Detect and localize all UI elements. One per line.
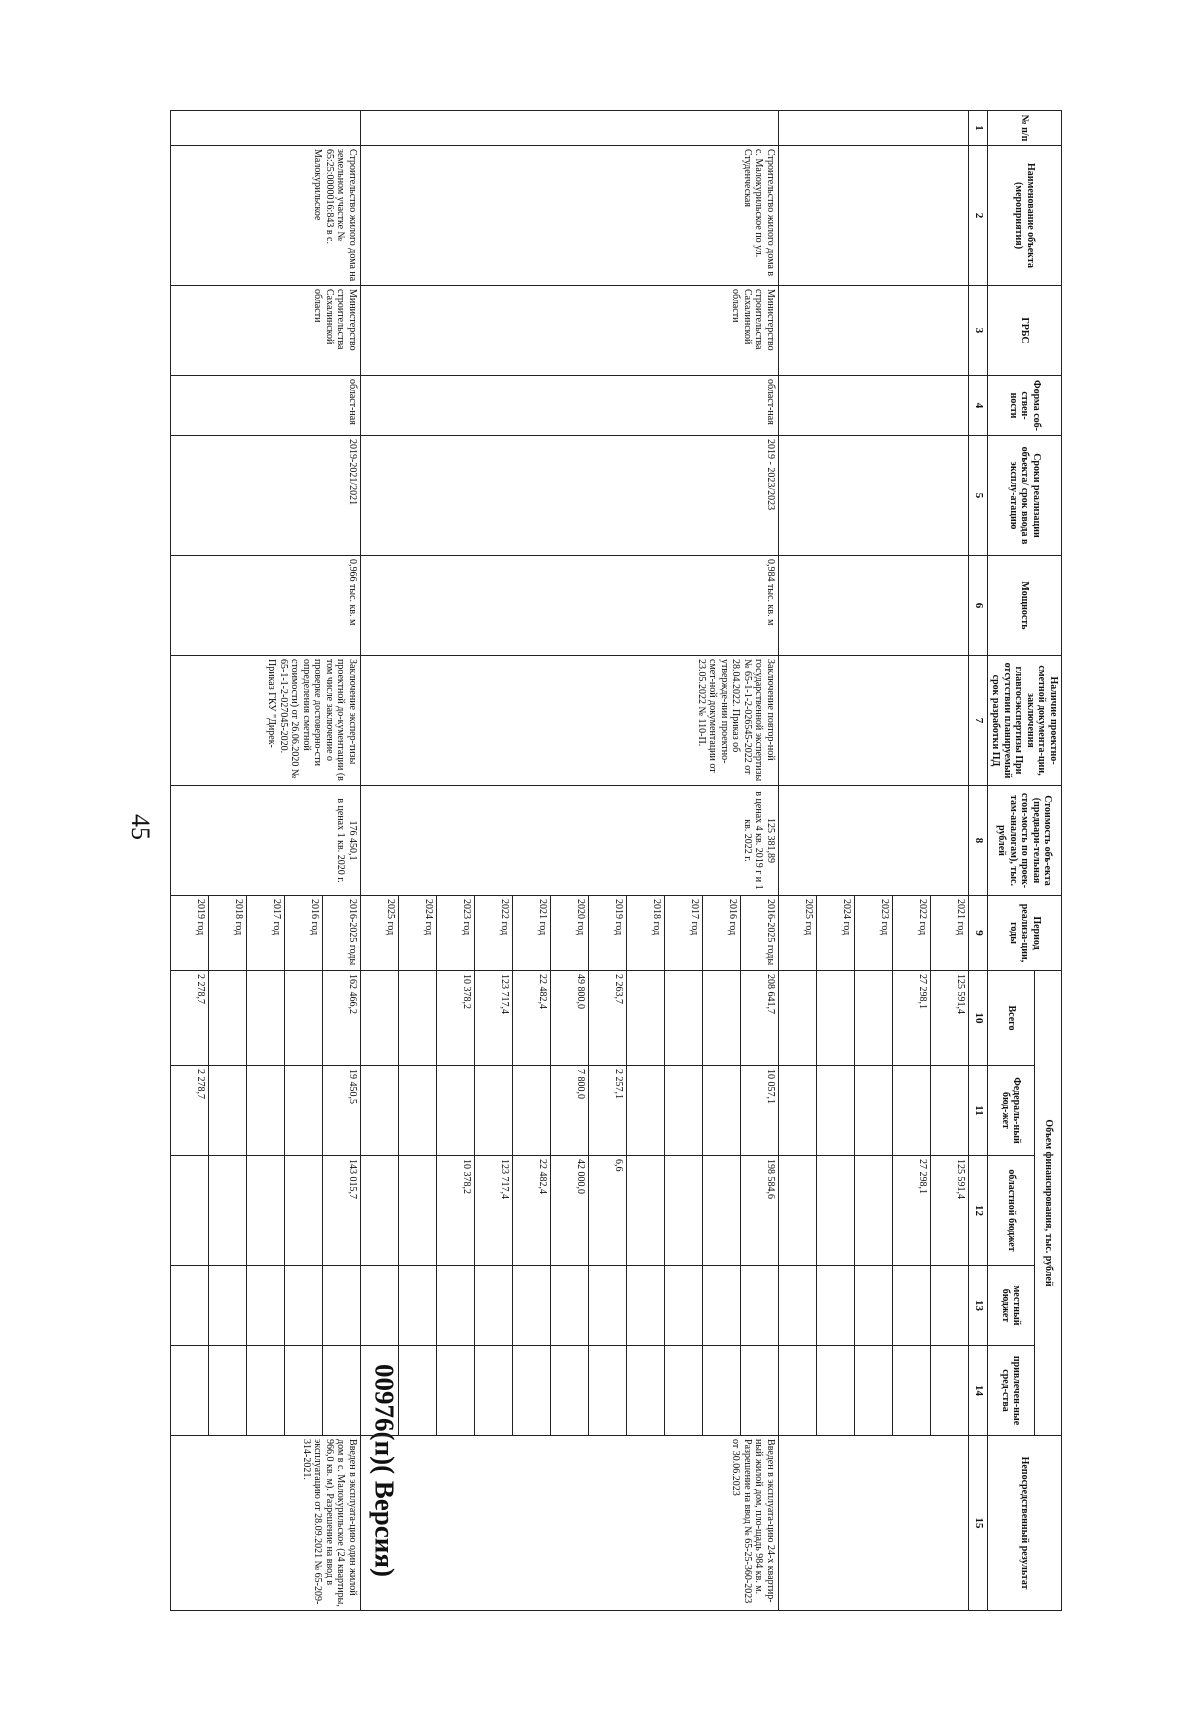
document-version-stamp: 00976(п)( Версия) xyxy=(369,1364,400,1577)
col-docs-header: Наличие проектно-сметной документа-ции, заключения главгосэкспертизы При отсутствии планируемый срок разработки ПД xyxy=(988,656,1062,786)
total-cell xyxy=(779,971,817,1066)
column-numbers-row xyxy=(969,111,988,1611)
investment-objects-table xyxy=(170,110,1062,1611)
federal-cell xyxy=(247,1066,285,1156)
col-total-header: Всего xyxy=(988,971,1035,1066)
local-cell xyxy=(171,1266,209,1346)
column-number: 11 xyxy=(969,1066,988,1156)
federal-cell xyxy=(665,1066,703,1156)
object-2-rows xyxy=(171,111,361,1611)
regional-cell xyxy=(247,1156,285,1266)
column-number: 8 xyxy=(969,786,988,896)
regional-cell: 143 015,7 xyxy=(323,1156,361,1266)
attracted-cell xyxy=(627,1346,665,1436)
docs-cell xyxy=(779,656,969,786)
col-funding-header: Объем финансирования, тыс. рублей xyxy=(1034,971,1061,1436)
terms-cell: 2019 - 2023/2023 xyxy=(361,436,779,556)
regional-cell xyxy=(627,1156,665,1266)
rotated-table-wrapper xyxy=(168,110,1062,1610)
column-number: 14 xyxy=(969,1346,988,1436)
row-number-cell xyxy=(779,111,969,146)
total-cell xyxy=(627,971,665,1066)
cost-price-note: в ценах 4 кв. 2019 г и 1 кв. 2022 г. xyxy=(742,791,765,890)
col-cost-header: Стоимость объ-екта (предвари-тельная стои-мость по проек-там-аналогам), тыс. рублей xyxy=(988,786,1062,896)
federal-cell: 19 450,5 xyxy=(323,1066,361,1156)
column-number: 7 xyxy=(969,656,988,786)
attracted-cell xyxy=(475,1346,513,1436)
attracted-cell xyxy=(361,1346,399,1436)
regional-cell: 22 482,4 xyxy=(513,1156,551,1266)
object-name-cell: Строительство жилого дома на земельном участке № 65:25:0000016:843 в с. Малокурильское xyxy=(171,146,361,286)
regional-cell xyxy=(703,1156,741,1266)
local-cell xyxy=(209,1266,247,1346)
capacity-cell: 0,966 тыс. кв. м xyxy=(171,556,361,656)
attracted-cell xyxy=(893,1346,931,1436)
total-cell xyxy=(247,971,285,1066)
regional-cell: 10 378,2 xyxy=(437,1156,475,1266)
local-cell xyxy=(361,1266,399,1346)
period-cell: 2016 год xyxy=(285,896,323,971)
col-period-header: Период реализа-ции, годы xyxy=(988,896,1062,971)
period-cell: 2022 год xyxy=(475,896,513,971)
column-number: 3 xyxy=(969,286,988,376)
period-cell: 2023 год xyxy=(855,896,893,971)
previous-object-rows xyxy=(779,111,969,1611)
federal-cell xyxy=(285,1066,323,1156)
federal-cell xyxy=(627,1066,665,1156)
local-cell xyxy=(931,1266,969,1346)
table-row xyxy=(323,111,361,1611)
object-name-cell xyxy=(779,146,969,286)
federal-cell xyxy=(209,1066,247,1156)
cost-value: 125 381,89 xyxy=(765,818,776,863)
period-cell: 2016-2025 годы xyxy=(741,896,779,971)
local-cell xyxy=(779,1266,817,1346)
row-number-cell xyxy=(361,111,779,146)
total-cell: 2 278,7 xyxy=(171,971,209,1066)
attracted-cell xyxy=(551,1346,589,1436)
cost-cell xyxy=(361,786,779,896)
col-grbs-header: ГРБС xyxy=(988,286,1062,376)
total-cell: 162 466,2 xyxy=(323,971,361,1066)
attracted-cell xyxy=(209,1346,247,1436)
page-number: 45 xyxy=(126,814,155,840)
col-result-header: Непосредственный результат xyxy=(988,1436,1062,1611)
cost-cell xyxy=(171,786,361,896)
col-federal-header: Федераль-ный бюд-жет xyxy=(988,1066,1035,1156)
regional-cell xyxy=(779,1156,817,1266)
regional-cell: 125 591,4 xyxy=(931,1156,969,1266)
federal-cell xyxy=(703,1066,741,1156)
result-cell: Введен в эксплуата-цию один жилой дом в с. Малокурильское (24 квартиры, 966,0 кв. м). Разрешение на ввод в эксплуатацию от 28.09.2021 № 65-209-314-2021. xyxy=(171,1436,361,1611)
period-cell: 2018 год xyxy=(627,896,665,971)
period-cell: 2016 год xyxy=(703,896,741,971)
docs-cell: Заключение экспер-тизы проектной до-кументации (в том числе заключение о проверке достоверно-сти определения сметной стоимости) от 26.06.2020 № 65-1-1-2-027045-2020. Приказ ГКУ "Дирек- xyxy=(171,656,361,786)
regional-cell xyxy=(171,1156,209,1266)
period-cell: 2023 год xyxy=(437,896,475,971)
total-cell: 27 298,1 xyxy=(893,971,931,1066)
capacity-cell xyxy=(779,556,969,656)
ownership-cell xyxy=(779,376,969,436)
object-name-cell: Строительство жилого дома в с. Малокурильское по ул. Студенческая xyxy=(361,146,779,286)
regional-cell xyxy=(209,1156,247,1266)
local-cell xyxy=(703,1266,741,1346)
total-cell: 125 591,4 xyxy=(931,971,969,1066)
attracted-cell xyxy=(437,1346,475,1436)
docs-cell: Заключение повтор-ной государственной экспертизы № 65-1-1-2-026545-2022 от 28.04.2022. Приказ об утвержде-нии проектно-смет-ной документации от 23.05.2022 № 110-П. xyxy=(361,656,779,786)
attracted-cell xyxy=(285,1346,323,1436)
column-number: 13 xyxy=(969,1266,988,1346)
grbs-cell xyxy=(779,286,969,376)
total-cell: 2 263,7 xyxy=(589,971,627,1066)
period-cell: 2024 год xyxy=(817,896,855,971)
col-regional-header: областной бюджет xyxy=(988,1156,1035,1266)
ownership-cell: област-ная xyxy=(361,376,779,436)
period-cell: 2019 год xyxy=(589,896,627,971)
table-row xyxy=(741,111,779,1611)
table-row xyxy=(931,111,969,1611)
total-cell xyxy=(399,971,437,1066)
local-cell xyxy=(513,1266,551,1346)
federal-cell: 7 800,0 xyxy=(551,1066,589,1156)
local-cell xyxy=(437,1266,475,1346)
col-terms-header: Сроки реализации объекта/ срок ввода в эксплу-атацию xyxy=(988,436,1062,556)
col-capacity-header: Мощность xyxy=(988,556,1062,656)
cost-price-note: в ценах 1 кв. 2020 г. xyxy=(335,798,347,883)
federal-cell xyxy=(893,1066,931,1156)
attracted-cell xyxy=(513,1346,551,1436)
period-cell: 2025 год xyxy=(361,896,399,971)
regional-cell: 198 584,6 xyxy=(741,1156,779,1266)
row-number-cell xyxy=(171,111,361,146)
local-cell xyxy=(551,1266,589,1346)
period-cell: 2018 год xyxy=(209,896,247,971)
federal-cell xyxy=(779,1066,817,1156)
total-cell: 49 800,0 xyxy=(551,971,589,1066)
regional-cell: 123 717,4 xyxy=(475,1156,513,1266)
period-cell: 2021 год xyxy=(931,896,969,971)
column-number: 1 xyxy=(969,111,988,146)
total-cell xyxy=(285,971,323,1066)
local-cell xyxy=(855,1266,893,1346)
ownership-cell: област-ная xyxy=(171,376,361,436)
period-cell: 2022 год xyxy=(893,896,931,971)
regional-cell: 6,6 xyxy=(589,1156,627,1266)
federal-cell: 10 057,1 xyxy=(741,1066,779,1156)
local-cell xyxy=(627,1266,665,1346)
col-name-header: Наименование объекта (мероприятия) xyxy=(988,146,1062,286)
period-cell: 2016-2025 годы xyxy=(323,896,361,971)
local-cell xyxy=(323,1266,361,1346)
regional-cell xyxy=(665,1156,703,1266)
local-cell xyxy=(285,1266,323,1346)
capacity-cell: 0,984 тыс. кв. м xyxy=(361,556,779,656)
column-number: 12 xyxy=(969,1156,988,1266)
local-cell xyxy=(399,1266,437,1346)
col-ownership-header: Форма соб-ствен-ности xyxy=(988,376,1062,436)
regional-cell xyxy=(285,1156,323,1266)
header-row xyxy=(1034,111,1061,1611)
period-cell: 2025 год xyxy=(779,896,817,971)
local-cell xyxy=(475,1266,513,1346)
federal-cell: 2 278,7 xyxy=(171,1066,209,1156)
period-cell: 2024 год xyxy=(399,896,437,971)
attracted-cell xyxy=(665,1346,703,1436)
period-cell: 2020 год xyxy=(551,896,589,971)
regional-cell: 42 000,0 xyxy=(551,1156,589,1266)
regional-cell xyxy=(817,1156,855,1266)
local-cell xyxy=(817,1266,855,1346)
terms-cell xyxy=(779,436,969,556)
local-cell xyxy=(893,1266,931,1346)
attracted-cell xyxy=(703,1346,741,1436)
attracted-cell xyxy=(931,1346,969,1436)
attracted-cell xyxy=(779,1346,817,1436)
attracted-cell xyxy=(817,1346,855,1436)
total-cell: 10 378,2 xyxy=(437,971,475,1066)
federal-cell xyxy=(513,1066,551,1156)
local-cell xyxy=(247,1266,285,1346)
col-attracted-header: привлечен-ные сред-ства xyxy=(988,1346,1035,1436)
total-cell xyxy=(665,971,703,1066)
col-num-header: № п/п xyxy=(988,111,1062,146)
period-cell: 2017 год xyxy=(247,896,285,971)
total-cell xyxy=(703,971,741,1066)
column-number: 9 xyxy=(969,896,988,971)
column-number: 2 xyxy=(969,146,988,286)
attracted-cell xyxy=(171,1346,209,1436)
regional-cell: 27 298,1 xyxy=(893,1156,931,1266)
column-number: 10 xyxy=(969,971,988,1066)
column-number: 4 xyxy=(969,376,988,436)
attracted-cell xyxy=(589,1346,627,1436)
local-cell xyxy=(665,1266,703,1346)
total-cell: 208 641,7 xyxy=(741,971,779,1066)
total-cell: 22 482,4 xyxy=(513,971,551,1066)
attracted-cell xyxy=(247,1346,285,1436)
terms-cell: 2019-2021/2021 xyxy=(171,436,361,556)
local-cell xyxy=(741,1266,779,1346)
attracted-cell xyxy=(855,1346,893,1436)
federal-cell xyxy=(817,1066,855,1156)
federal-cell xyxy=(437,1066,475,1156)
period-cell: 2019 год xyxy=(171,896,209,971)
grbs-cell: Министерство строительства Сахалинской области xyxy=(361,286,779,376)
cost-cell xyxy=(779,786,969,896)
federal-cell xyxy=(931,1066,969,1156)
attracted-cell xyxy=(323,1346,361,1436)
period-cell: 2021 год xyxy=(513,896,551,971)
federal-cell: 2 257,1 xyxy=(589,1066,627,1156)
attracted-cell xyxy=(741,1346,779,1436)
column-number: 5 xyxy=(969,436,988,556)
attracted-cell xyxy=(399,1346,437,1436)
col-local-header: местный бюджет xyxy=(988,1266,1035,1346)
regional-cell xyxy=(361,1156,399,1266)
grbs-cell: Министерство строительства Сахалинской области xyxy=(171,286,361,376)
object-1-rows xyxy=(361,111,779,1611)
regional-cell xyxy=(855,1156,893,1266)
federal-cell xyxy=(361,1066,399,1156)
total-cell xyxy=(209,971,247,1066)
local-cell xyxy=(589,1266,627,1346)
total-cell xyxy=(855,971,893,1066)
period-cell: 2017 год xyxy=(665,896,703,971)
federal-cell xyxy=(855,1066,893,1156)
column-number: 6 xyxy=(969,556,988,656)
total-cell xyxy=(361,971,399,1066)
federal-cell xyxy=(399,1066,437,1156)
federal-cell xyxy=(475,1066,513,1156)
result-cell: Введен в эксплуата-цию 24-х квартир-ный жилой дом, пло-щадь 984 кв. м. Разрешение на ввод № 65-25-360-2023 от 30.06.2023 xyxy=(361,1436,779,1611)
cost-value: 176 450,1 xyxy=(347,820,358,861)
column-number: 15 xyxy=(969,1436,988,1611)
total-cell xyxy=(817,971,855,1066)
total-cell: 123 717,4 xyxy=(475,971,513,1066)
regional-cell xyxy=(399,1156,437,1266)
result-cell xyxy=(779,1436,969,1611)
